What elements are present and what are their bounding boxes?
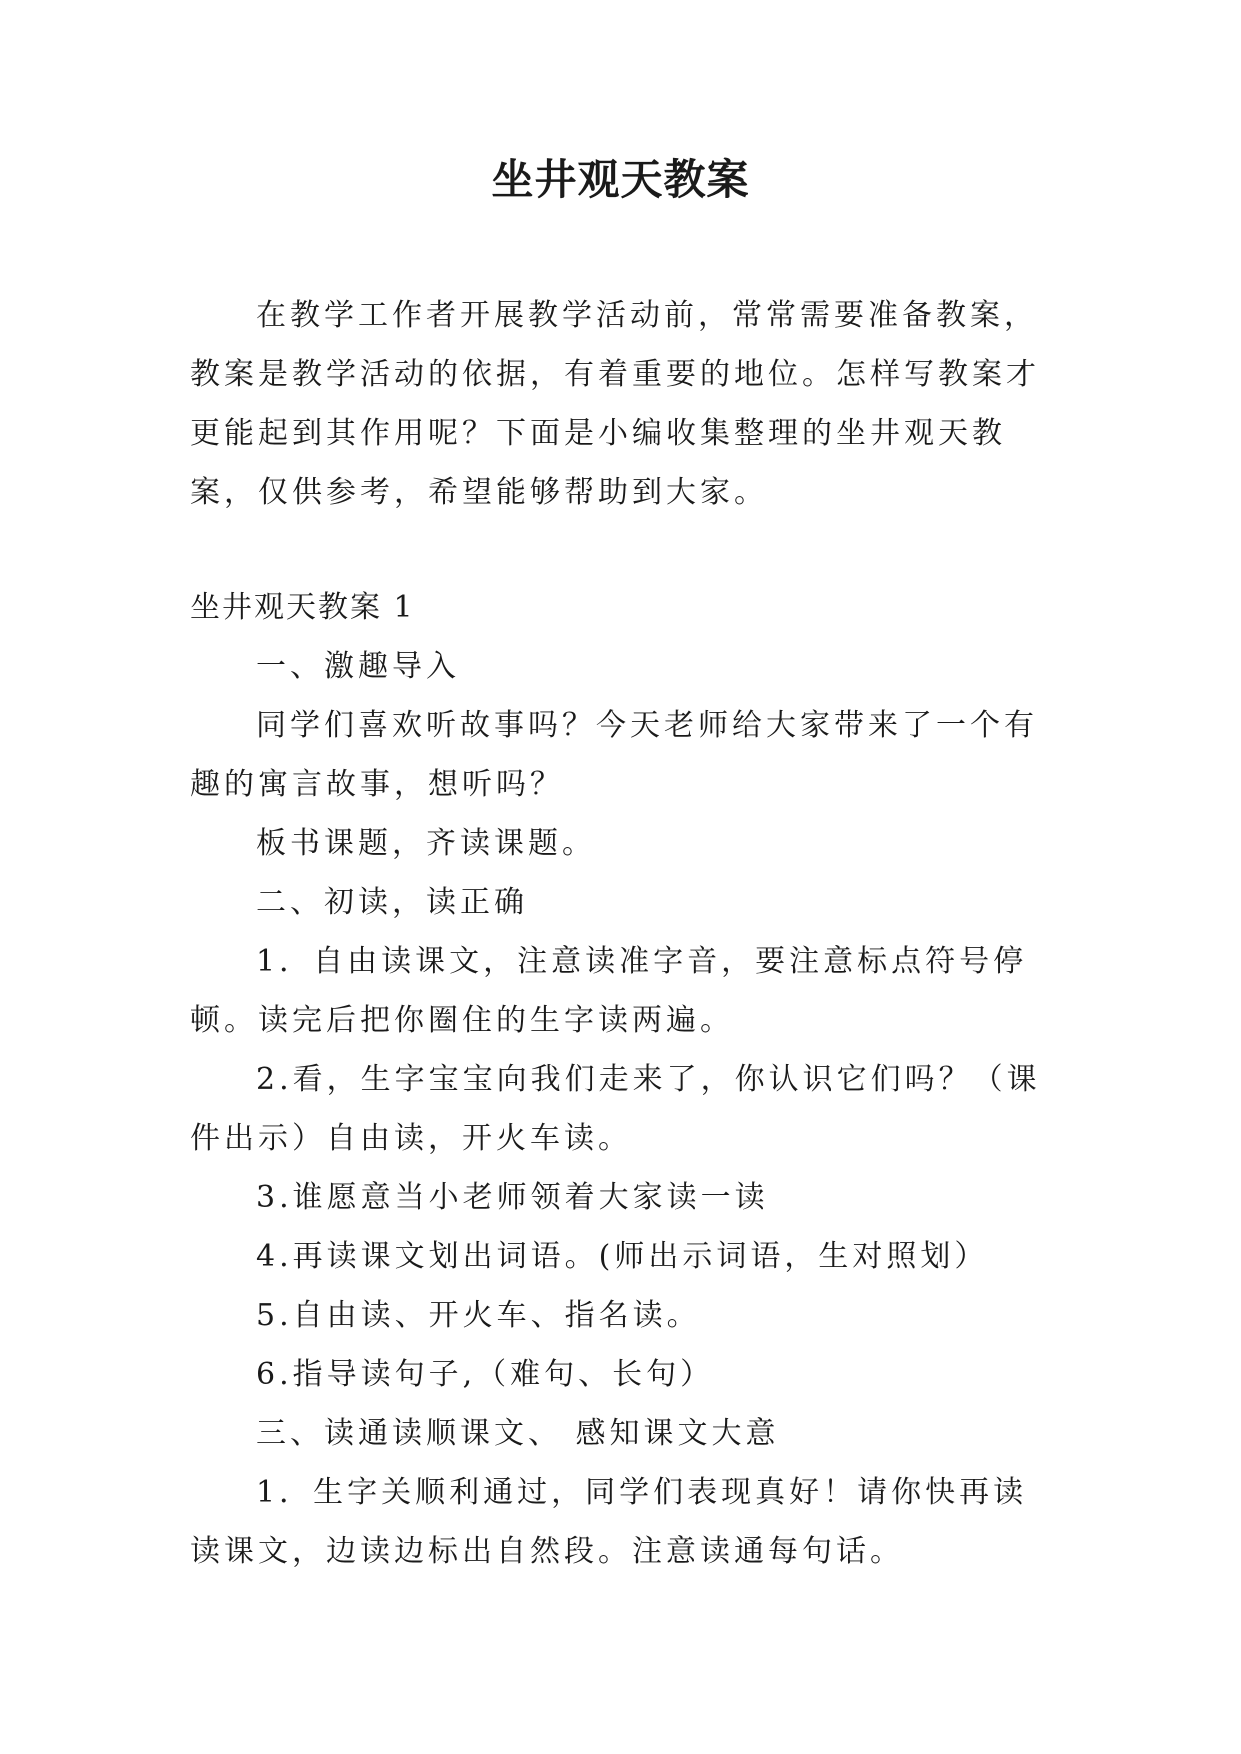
document-title: 坐井观天教案 [491, 155, 750, 204]
body-paragraph: 同学们喜欢听故事吗？今天老师给大家带来了一个有趣的寓言故事，想听吗？ [190, 708, 1038, 802]
intro-paragraph: 在教学工作者开展教学活动前，常常需要准备教案，教案是教学活动的依据，有着重要的地位。怎样写教案才更能起到其作用呢？下面是小编收集整理的坐井观天教案，仅供参考，希望能够帮助到大家。 [190, 298, 1040, 510]
body-paragraph: 1．自由读课文，注意读准字音，要注意标点符号停顿。读完后把你圈住的生字读两遍。 [190, 944, 1028, 1038]
body-paragraph: 4.再读课文划出词语。(师出示词语，生对照划） [256, 1239, 989, 1274]
body-paragraph: 一、激趣导入 [256, 649, 460, 684]
section-heading: 坐井观天教案 1 [190, 590, 415, 625]
body-paragraph: 板书课题，齐读课题。 [256, 826, 596, 861]
body-paragraph: 二、初读，读正确 [256, 885, 528, 920]
body-paragraph: 3.谁愿意当小老师领着大家读一读 [256, 1180, 769, 1215]
document-body [190, 286, 1048, 1581]
body-paragraph: 2.看，生字宝宝向我们走来了，你认识它们吗？（课件出示）自由读，开火车读。 [190, 1062, 1041, 1156]
body-paragraph: 6.指导读句子,（难句、长句） [256, 1357, 715, 1392]
body-paragraph: 5.自由读、开火车、指名读。 [256, 1298, 701, 1333]
body-paragraph: 1．生字关顺利通过，同学们表现真好！请你快再读读课文，边读边标出自然段。注意读通每句话。 [190, 1475, 1028, 1569]
body-paragraph: 三、读通读顺课文、 感知课文大意 [256, 1416, 780, 1451]
